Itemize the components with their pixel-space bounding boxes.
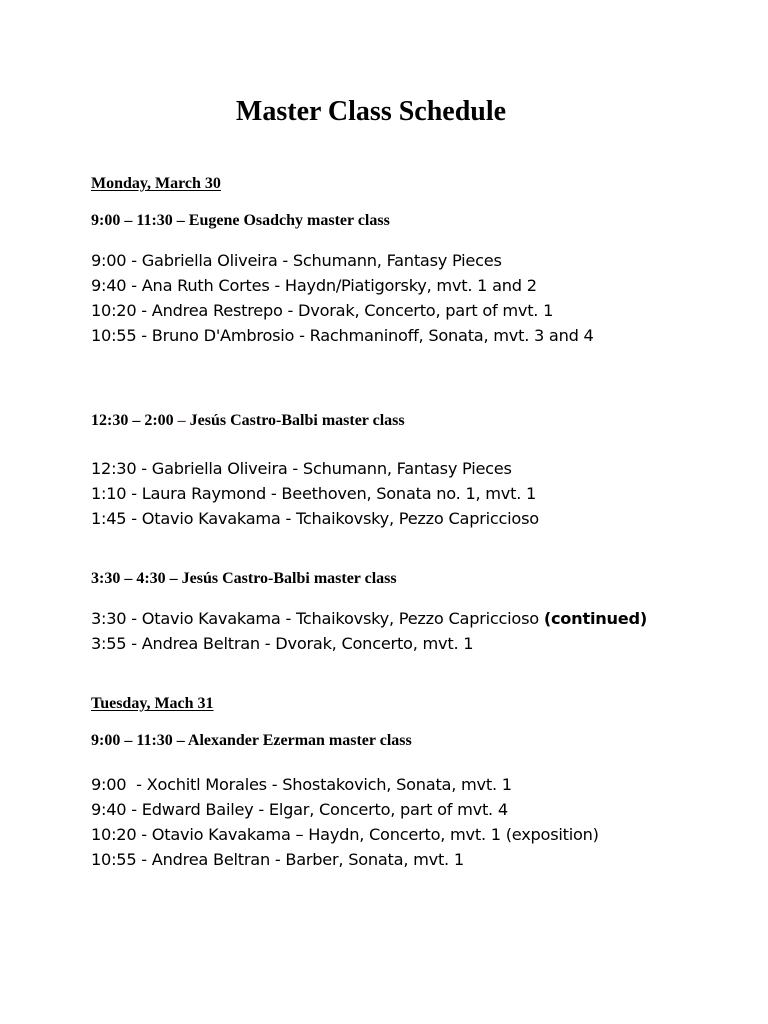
session-heading	[91, 731, 412, 751]
entry-item: 9:40 - Edward Bailey - Elgar, Concerto, part of mvt. 4	[91, 800, 508, 819]
session-name: Eugene Osadchy master class	[188, 212, 390, 229]
entry-item: 3:55 - Andrea Beltran - Dvorak, Concerto, mvt. 1	[91, 634, 474, 653]
entry-text: 3:30 - Otavio Kavakama - Tchaikovsky, Pezzo Capriccioso	[91, 609, 544, 628]
entry-item: 10:20 - Andrea Restrepo - Dvorak, Concerto, part of mvt. 1	[91, 301, 554, 320]
session-separator: –	[172, 732, 188, 749]
session-name: Jesús Castro-Balbi master class	[189, 412, 405, 429]
session-entry-list	[91, 772, 599, 872]
session-separator: –	[173, 412, 190, 429]
page-title: Master Class Schedule	[235, 96, 507, 127]
day-heading-monday: Monday, March 30	[91, 175, 221, 192]
session-entry-list	[91, 456, 539, 531]
session-entry-list	[91, 248, 594, 348]
entry-item: 10:55 - Andrea Beltran - Barber, Sonata, mvt. 1	[91, 850, 464, 869]
session-time: 3:30 – 4:30	[91, 570, 166, 587]
day-heading-tuesday: Tuesday, Mach 31	[91, 695, 214, 712]
entry-item: 12:30 - Gabriella Oliveira - Schumann, Fantasy Pieces	[91, 459, 512, 478]
entry-item: 1:10 - Laura Raymond - Beethoven, Sonata no. 1, mvt. 1	[91, 484, 537, 503]
entry-item: 9:40 - Ana Ruth Cortes - Haydn/Piatigorsky, mvt. 1 and 2	[91, 276, 537, 295]
entry-note: (continued)	[543, 609, 648, 628]
session-heading	[91, 569, 397, 589]
entry-item: 10:20 - Otavio Kavakama – Haydn, Concerto, mvt. 1 (exposition)	[91, 825, 599, 844]
session-separator: –	[172, 212, 189, 229]
session-heading	[91, 411, 405, 431]
session-time: 12:30 – 2:00	[91, 412, 174, 429]
session-name: Alexander Ezerman master class	[187, 732, 412, 749]
entry-item	[91, 606, 647, 631]
session-name: Jesús Castro-Balbi master class	[181, 570, 397, 587]
entry-item: 9:00 - Gabriella Oliveira - Schumann, Fantasy Pieces	[91, 251, 502, 270]
session-heading	[91, 211, 390, 231]
entry-item: 1:45 - Otavio Kavakama - Tchaikovsky, Pezzo Capriccioso	[91, 509, 539, 528]
session-entry-list	[91, 606, 647, 656]
session-time: 9:00 – 11:30	[91, 732, 173, 749]
session-separator: –	[165, 570, 182, 587]
session-time: 9:00 – 11:30	[91, 212, 173, 229]
entry-item: 10:55 - Bruno D'Ambrosio - Rachmaninoff, Sonata, mvt. 3 and 4	[91, 326, 594, 345]
entry-item: 9:00 - Xochitl Morales - Shostakovich, Sonata, mvt. 1	[91, 775, 512, 794]
